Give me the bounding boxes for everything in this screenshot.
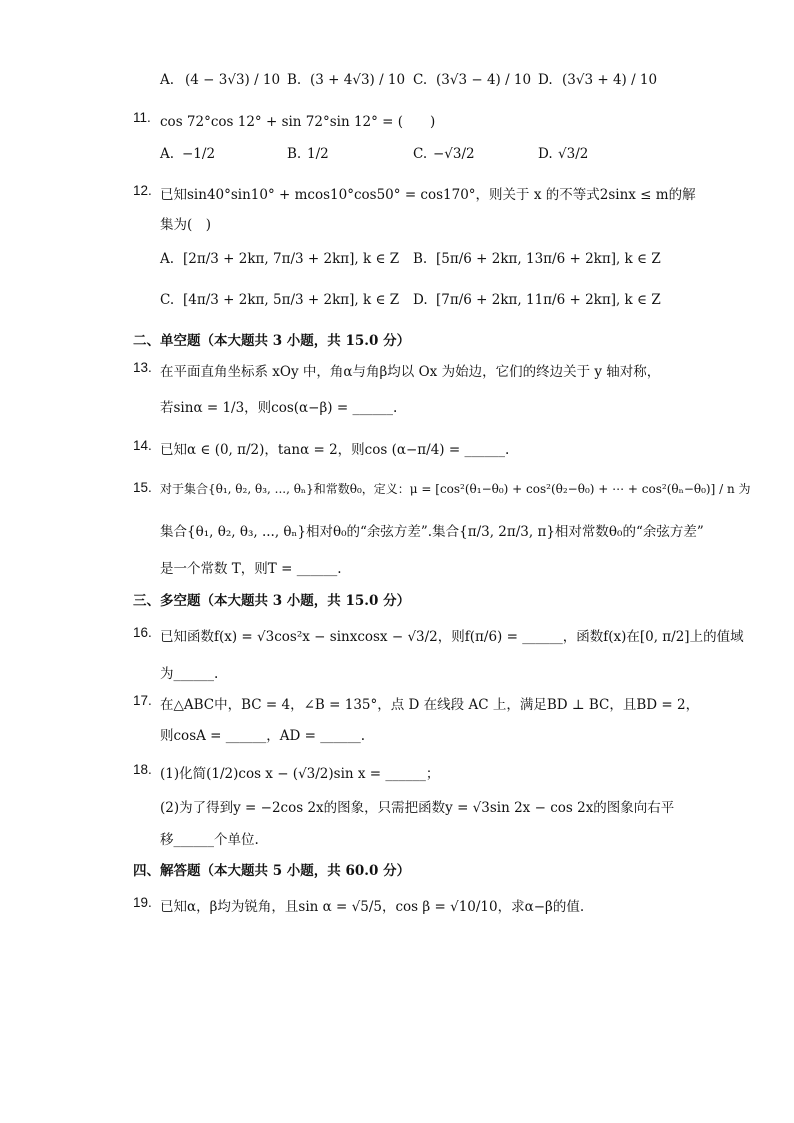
q10-option-d-expr: (3√3 + 4) / 10 (562, 72, 658, 88)
section-4-title: 四、解答题（本大题共 5 小题，共 60.0 分） (133, 863, 411, 879)
q19-number: 19. (133, 895, 152, 910)
q12-option-c-label: C. (160, 292, 175, 308)
q11-option-d-expr: √3/2 (558, 146, 589, 162)
q10-option-b-label: B. (287, 72, 302, 88)
q14-number: 14. (133, 438, 152, 453)
q12-option-d-expr: [7π/6 + 2kπ, 11π/6 + 2kπ], k ∈ Z (436, 292, 661, 308)
q11-option-b-label: B. (287, 146, 302, 162)
q11-option-c-label: C. (413, 146, 428, 162)
q15-line2: 集合{θ₁, θ₂, θ₃, ..., θₙ}相对θ₀的“余弦方差”.集合{π/3, 2π/3, π}相对常数θ₀的“余弦方差” (160, 524, 704, 540)
q13-line1: 在平面直角坐标系 xOy 中，角α与角β均以 Ox 为始边，它们的终边关于 y 轴对称， (160, 364, 661, 380)
q12-line2: 集为( ) (160, 217, 212, 233)
q12-number: 12. (133, 183, 152, 198)
q17-line2: 则cosA = ______，AD = ______. (160, 728, 366, 744)
q10-option-b-expr: (3 + 4√3) / 10 (310, 72, 406, 88)
q10-option-d-label: D. (538, 72, 553, 88)
q16-line2: 为______. (160, 666, 219, 682)
q18-line1: (1)化简(1/2)cos x − (√3/2)sin x = ______； (160, 766, 440, 782)
q12-option-c-expr: [4π/3 + 2kπ, 5π/3 + 2kπ], k ∈ Z (183, 292, 400, 308)
q12-option-d-label: D. (413, 292, 428, 308)
q12-option-a-label: A. (160, 251, 175, 267)
q17-line1: 在△ABC中，BC = 4，∠B = 135°，点 D 在线段 AC 上，满足BD ⊥ BC，且BD = 2， (160, 697, 700, 713)
q10-option-c-expr: (3√3 − 4) / 10 (436, 72, 532, 88)
q12-option-b-expr: [5π/6 + 2kπ, 13π/6 + 2kπ], k ∈ Z (436, 251, 661, 267)
section-3-title: 三、多空题（本大题共 3 小题，共 15.0 分） (133, 593, 411, 609)
q11-option-a-label: A. (160, 146, 175, 162)
q11-text: cos 72°cos 12° + sin 72°sin 12° = ( ) (160, 114, 436, 130)
q18-line3: 移______个单位. (160, 832, 259, 848)
section-2-title: 二、单空题（本大题共 3 小题，共 15.0 分） (133, 333, 411, 349)
q13-number: 13. (133, 360, 152, 375)
q15-line1: 对于集合{θ₁, θ₂, θ₃, ..., θₙ}和常数θ₀，定义：μ = [cos²(θ₁−θ₀) + cos²(θ₂−θ₀) + ⋯ + cos²(θₙ−θ₀)] / n 为 (160, 482, 751, 496)
q15-number: 15. (133, 480, 152, 495)
q16-line1: 已知函数f(x) = √3cos²x − sinxcosx − √3/2，则f(π/6) = ______，函数f(x)在[0, π/2]上的值域 (160, 629, 744, 645)
q11-option-a-expr: −1/2 (182, 146, 216, 162)
q10-option-c-label: C. (413, 72, 428, 88)
q15-line3: 是一个常数 T，则T = ______. (160, 561, 342, 577)
q12-option-a-expr: [2π/3 + 2kπ, 7π/3 + 2kπ], k ∈ Z (183, 251, 400, 267)
q10-option-a-expr: (4 − 3√3) / 10 (185, 72, 281, 88)
q11-option-c-expr: −√3/2 (433, 146, 475, 162)
q12-option-b-label: B. (413, 251, 428, 267)
q11-option-b-expr: 1/2 (307, 146, 329, 162)
q11-number: 11. (133, 110, 151, 125)
q14-line1: 已知α ∈ (0, π/2)，tanα = 2，则cos (α−π/4) = ______. (160, 442, 510, 458)
q11-option-d-label: D. (538, 146, 553, 162)
q17-number: 17. (133, 693, 152, 708)
q16-number: 16. (133, 625, 152, 640)
q19-line1: 已知α，β均为锐角，且sin α = √5/5，cos β = √10/10，求α−β的值. (160, 899, 585, 915)
q18-line2: (2)为了得到y = −2cos 2x的图象，只需把函数y = √3sin 2x − cos 2x的图象向右平 (160, 800, 675, 816)
q10-option-a-label: A. (160, 72, 175, 88)
q12-line1: 已知sin40°sin10° + mcos10°cos50° = cos170°，则关于 x 的不等式2sinx ≤ m的解 (160, 187, 696, 203)
q13-line2: 若sinα = 1/3，则cos(α−β) = ______. (160, 400, 398, 416)
q18-number: 18. (133, 762, 152, 777)
